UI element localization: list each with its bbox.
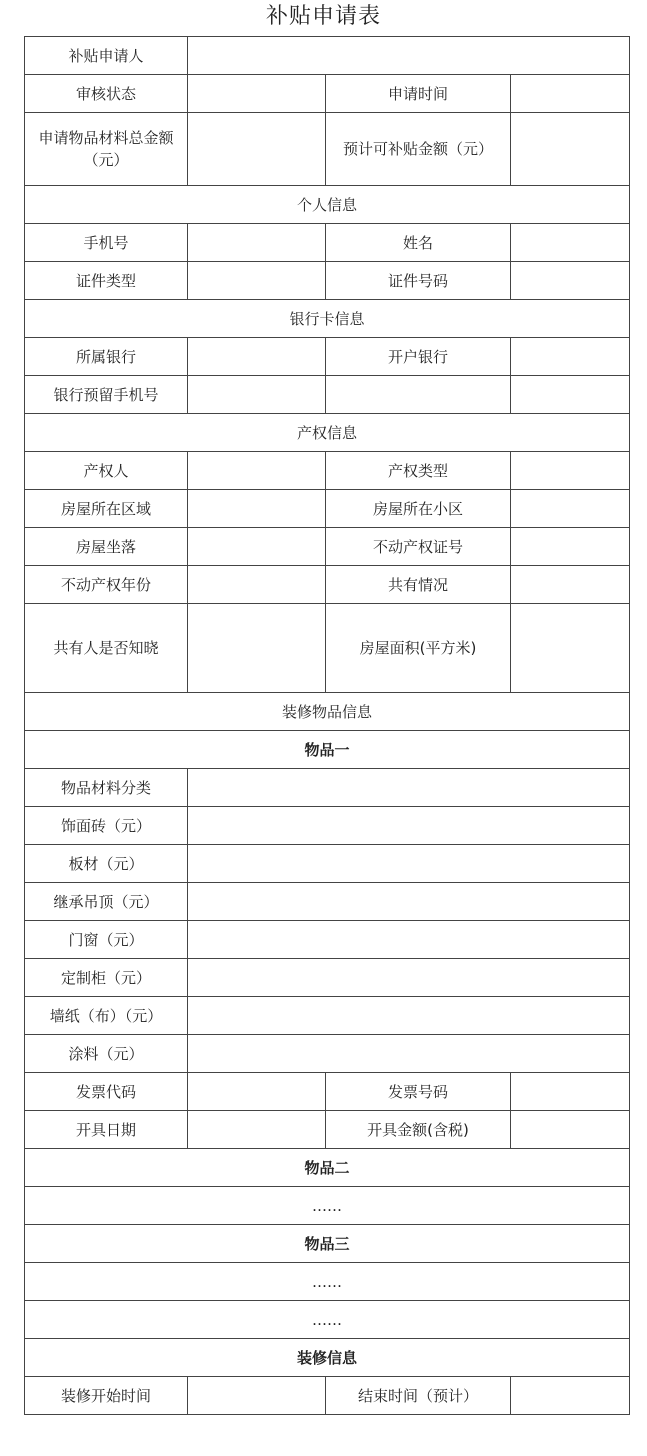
ellipsis-row (25, 1301, 630, 1339)
id-number-field[interactable] (511, 262, 630, 300)
item2-heading: 物品二 (25, 1149, 630, 1187)
wallpaper-field[interactable] (188, 997, 630, 1035)
label-bank: 所属银行 (25, 338, 188, 376)
boards-field[interactable] (188, 845, 630, 883)
issue-date-field[interactable] (188, 1111, 326, 1149)
section-decor-heading: 装修信息 (25, 1339, 630, 1377)
end-time-field[interactable] (511, 1377, 630, 1415)
community-field[interactable] (511, 490, 630, 528)
item2-row (25, 1149, 630, 1187)
label-start-time: 装修开始时间 (25, 1377, 188, 1415)
invoice-number-field[interactable] (511, 1073, 630, 1111)
label-ceiling: 继承吊顶（元） (25, 883, 188, 921)
row-location (25, 490, 630, 528)
windows-field[interactable] (188, 921, 630, 959)
row-wallpaper (25, 997, 630, 1035)
row-cabinet (25, 959, 630, 997)
tiles-field[interactable] (188, 807, 630, 845)
branch-field[interactable] (511, 338, 630, 376)
phone-field[interactable] (188, 224, 326, 262)
applicant-field[interactable] (188, 37, 630, 75)
district-field[interactable] (188, 490, 326, 528)
label-co-owner-aware: 共有人是否知晓 (25, 604, 188, 693)
row-invoice (25, 1073, 630, 1111)
co-ownership-field[interactable] (511, 566, 630, 604)
cert-year-field[interactable] (188, 566, 326, 604)
row-paint (25, 1035, 630, 1073)
ellipsis-text: …… (25, 1301, 630, 1339)
section-items-heading: 装修物品信息 (25, 693, 630, 731)
row-review-status (25, 75, 630, 113)
ellipsis-row (25, 1187, 630, 1225)
start-time-field[interactable] (188, 1377, 326, 1415)
label-address: 房屋坐落 (25, 528, 188, 566)
row-cert-year (25, 566, 630, 604)
label-boards: 板材（元） (25, 845, 188, 883)
label-issue-date: 开具日期 (25, 1111, 188, 1149)
label-name: 姓名 (326, 224, 511, 262)
row-tiles (25, 807, 630, 845)
label-area: 房屋面积(平方米) (326, 604, 511, 693)
label-co-ownership: 共有情况 (326, 566, 511, 604)
total-amount-field[interactable] (188, 113, 326, 186)
section-bank-row (25, 300, 630, 338)
label-cert-year: 不动产权年份 (25, 566, 188, 604)
row-ceiling (25, 883, 630, 921)
label-branch: 开户银行 (326, 338, 511, 376)
label-windows: 门窗（元） (25, 921, 188, 959)
section-bank-heading: 银行卡信息 (25, 300, 630, 338)
category-field[interactable] (188, 769, 630, 807)
apply-time-field[interactable] (511, 75, 630, 113)
label-phone: 手机号 (25, 224, 188, 262)
label-bank-phone: 银行预留手机号 (25, 376, 188, 414)
label-id-number: 证件号码 (326, 262, 511, 300)
label-applicant: 补贴申请人 (25, 37, 188, 75)
section-property-heading: 产权信息 (25, 414, 630, 452)
label-end-time: 结束时间（预计） (326, 1377, 511, 1415)
row-owner (25, 452, 630, 490)
label-apply-time: 申请时间 (326, 75, 511, 113)
property-type-field[interactable] (511, 452, 630, 490)
cabinet-field[interactable] (188, 959, 630, 997)
label-category: 物品材料分类 (25, 769, 188, 807)
issue-amount-field[interactable] (511, 1111, 630, 1149)
label-invoice-code: 发票代码 (25, 1073, 188, 1111)
owner-field[interactable] (188, 452, 326, 490)
address-field[interactable] (188, 528, 326, 566)
label-wallpaper: 墙纸（布）（元） (25, 997, 188, 1035)
item1-heading: 物品一 (25, 731, 630, 769)
label-tiles: 饰面砖（元） (25, 807, 188, 845)
row-address (25, 528, 630, 566)
review-status-field[interactable] (188, 75, 326, 113)
section-items-row (25, 693, 630, 731)
bank-field[interactable] (188, 338, 326, 376)
empty-cell (511, 376, 630, 414)
bank-phone-field[interactable] (188, 376, 326, 414)
name-field[interactable] (511, 224, 630, 262)
ellipsis-text: …… (25, 1187, 630, 1225)
label-est-subsidy: 预计可补贴金额（元） (326, 113, 511, 186)
label-id-type: 证件类型 (25, 262, 188, 300)
form-title: 补贴申请表 (265, 4, 381, 29)
row-id (25, 262, 630, 300)
co-owner-aware-field[interactable] (188, 604, 326, 693)
section-property-row (25, 414, 630, 452)
item1-row (25, 731, 630, 769)
label-paint: 涂料（元） (25, 1035, 188, 1073)
invoice-code-field[interactable] (188, 1073, 326, 1111)
row-amounts (25, 113, 630, 186)
label-cabinet: 定制柜（元） (25, 959, 188, 997)
section-decor-row (25, 1339, 630, 1377)
row-boards (25, 845, 630, 883)
empty-cell (326, 376, 511, 414)
cert-no-field[interactable] (511, 528, 630, 566)
row-category (25, 769, 630, 807)
section-personal-heading: 个人信息 (25, 186, 630, 224)
label-review-status: 审核状态 (25, 75, 188, 113)
label-owner: 产权人 (25, 452, 188, 490)
row-applicant (25, 37, 630, 75)
ellipsis-text: …… (25, 1263, 630, 1301)
est-subsidy-field[interactable] (511, 113, 630, 186)
area-field[interactable] (511, 604, 630, 693)
label-community: 房屋所在小区 (326, 490, 511, 528)
label-total-amount: 申请物品材料总金额（元） (25, 113, 188, 186)
label-issue-amount: 开具金额(含税) (326, 1111, 511, 1149)
ellipsis-row (25, 1263, 630, 1301)
section-personal-row (25, 186, 630, 224)
row-co-owner (25, 604, 630, 693)
row-phone (25, 224, 630, 262)
id-type-field[interactable] (188, 262, 326, 300)
paint-field[interactable] (188, 1035, 630, 1073)
ceiling-field[interactable] (188, 883, 630, 921)
row-bank (25, 338, 630, 376)
row-issue (25, 1111, 630, 1149)
row-bank-phone (25, 376, 630, 414)
label-property-type: 产权类型 (326, 452, 511, 490)
label-district: 房屋所在区域 (25, 490, 188, 528)
subsidy-form-table (24, 36, 630, 1415)
item3-heading: 物品三 (25, 1225, 630, 1263)
label-invoice-number: 发票号码 (326, 1073, 511, 1111)
row-windows (25, 921, 630, 959)
label-cert-no: 不动产权证号 (326, 528, 511, 566)
row-decor-time (25, 1377, 630, 1415)
item3-row (25, 1225, 630, 1263)
